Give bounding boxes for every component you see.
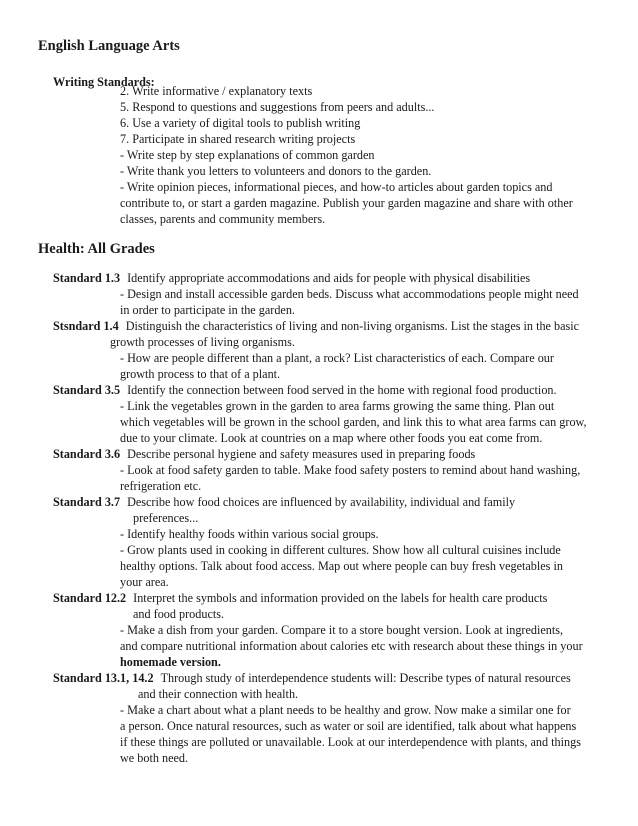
standard-detail: - Make a dish from your garden. Compare it to a store bought version. Look at ingredients,	[120, 623, 564, 637]
standard-detail: healthy options. Talk about food access. Map out where people can buy fresh vegetables in	[120, 559, 563, 573]
ela-item: 7. Participate in shared research writing projects	[120, 132, 356, 146]
standard-line	[53, 590, 547, 606]
standard-detail: a person. Once natural resources, such as water or soil are identified, talk about what happens	[120, 719, 577, 733]
standard-text: Describe personal hygiene and safety measures used in preparing foods	[127, 447, 476, 461]
standard-text: Identify the connection between food served in the home with regional food production.	[127, 383, 557, 397]
standard-detail: - Identify healthy foods within various social groups.	[120, 527, 379, 541]
standard-label: Standard 3.7	[53, 495, 121, 509]
ela-item: contribute to, or start a garden magazine. Publish your garden magazine and share with other	[120, 196, 573, 210]
standard-detail: growth process to that of a plant.	[120, 367, 281, 381]
standard-line	[53, 270, 530, 286]
standard-text: Interpret the symbols and information provided on the labels for health care products	[133, 591, 548, 605]
ela-item: 2. Write informative / explanatory texts	[120, 84, 313, 98]
ela-item: classes, parents and community members.	[120, 212, 326, 226]
standard-label: Standard 13.1, 14.2	[53, 671, 154, 685]
standard-label: Standard 12.2	[53, 591, 127, 605]
standard-detail: refrigeration etc.	[120, 479, 202, 493]
standard-detail: - How are people different than a plant, a rock? List characteristics of each. Compare our	[120, 351, 554, 365]
standard-detail: - Look at food safety garden to table. Make food safety posters to remind about hand washing,	[120, 463, 581, 477]
standard-text: Distinguish the characteristics of living and non-living organisms. List the stages in the basic	[125, 319, 580, 333]
standard-detail: and food products.	[133, 607, 225, 621]
ela-item: - Write opinion pieces, informational pieces, and how-to articles about garden topics and	[120, 180, 553, 194]
standard-line	[53, 446, 475, 462]
standard-detail: if these things are polluted or unavailable. Look at our interdependence with plants, and things	[120, 735, 581, 749]
standard-detail: growth processes of living organisms.	[110, 335, 295, 349]
health-heading: Health: All Grades	[38, 241, 155, 257]
standard-line	[53, 382, 557, 398]
standard-line	[53, 318, 579, 334]
standard-text: Identify appropriate accommodations and aids for people with physical disabilities	[127, 271, 531, 285]
ela-item: - Write thank you letters to volunteers and donors to the garden.	[120, 164, 432, 178]
standard-text: Through study of interdependence students will: Describe types of natural resources	[160, 671, 571, 685]
ela-item: 5. Respond to questions and suggestions from peers and adults...	[120, 100, 435, 114]
standard-text: Describe how food choices are influenced by availability, individual and family	[127, 495, 516, 509]
standard-detail: due to your climate. Look at countries on a map where other foods you eat come from.	[120, 431, 543, 445]
standard-detail: - Design and install accessible garden beds. Discuss what accommodations people might need	[120, 287, 579, 301]
ela-item: 6. Use a variety of digital tools to publish writing	[120, 116, 361, 130]
standard-label: Standard 3.6	[53, 447, 121, 461]
writing-standards-label: Writing Standards:	[53, 75, 155, 89]
standard-detail: homemade version.	[120, 655, 221, 669]
standard-detail: - Grow plants used in cooking in different cultures. Show how all cultural cuisines include	[120, 543, 561, 557]
standard-detail: we both need.	[120, 751, 189, 765]
standard-detail: in order to participate in the garden.	[120, 303, 295, 317]
standard-detail: - Link the vegetables grown in the garden to area farms growing the same thing. Plan out	[120, 399, 555, 413]
standard-detail: and compare nutritional information about calories etc with research about these things in your	[120, 639, 583, 653]
standard-label: Standard 3.5	[53, 383, 121, 397]
standard-label: Stsndard 1.4	[53, 319, 119, 333]
standard-line	[53, 494, 515, 510]
standard-detail: and their connection with health.	[138, 687, 299, 701]
standard-detail: preferences...	[133, 511, 199, 525]
ela-item: - Write step by step explanations of common garden	[120, 148, 375, 162]
standard-detail: which vegetables will be grown in the school garden, and link this to what area farms can grow,	[120, 415, 587, 429]
standard-label: Standard 1.3	[53, 271, 121, 285]
standard-detail: your area.	[120, 575, 169, 589]
ela-heading: English Language Arts	[38, 38, 180, 54]
standard-detail: - Make a chart about what a plant needs to be healthy and grow. Now make a similar one for	[120, 703, 571, 717]
standard-line	[53, 670, 571, 686]
